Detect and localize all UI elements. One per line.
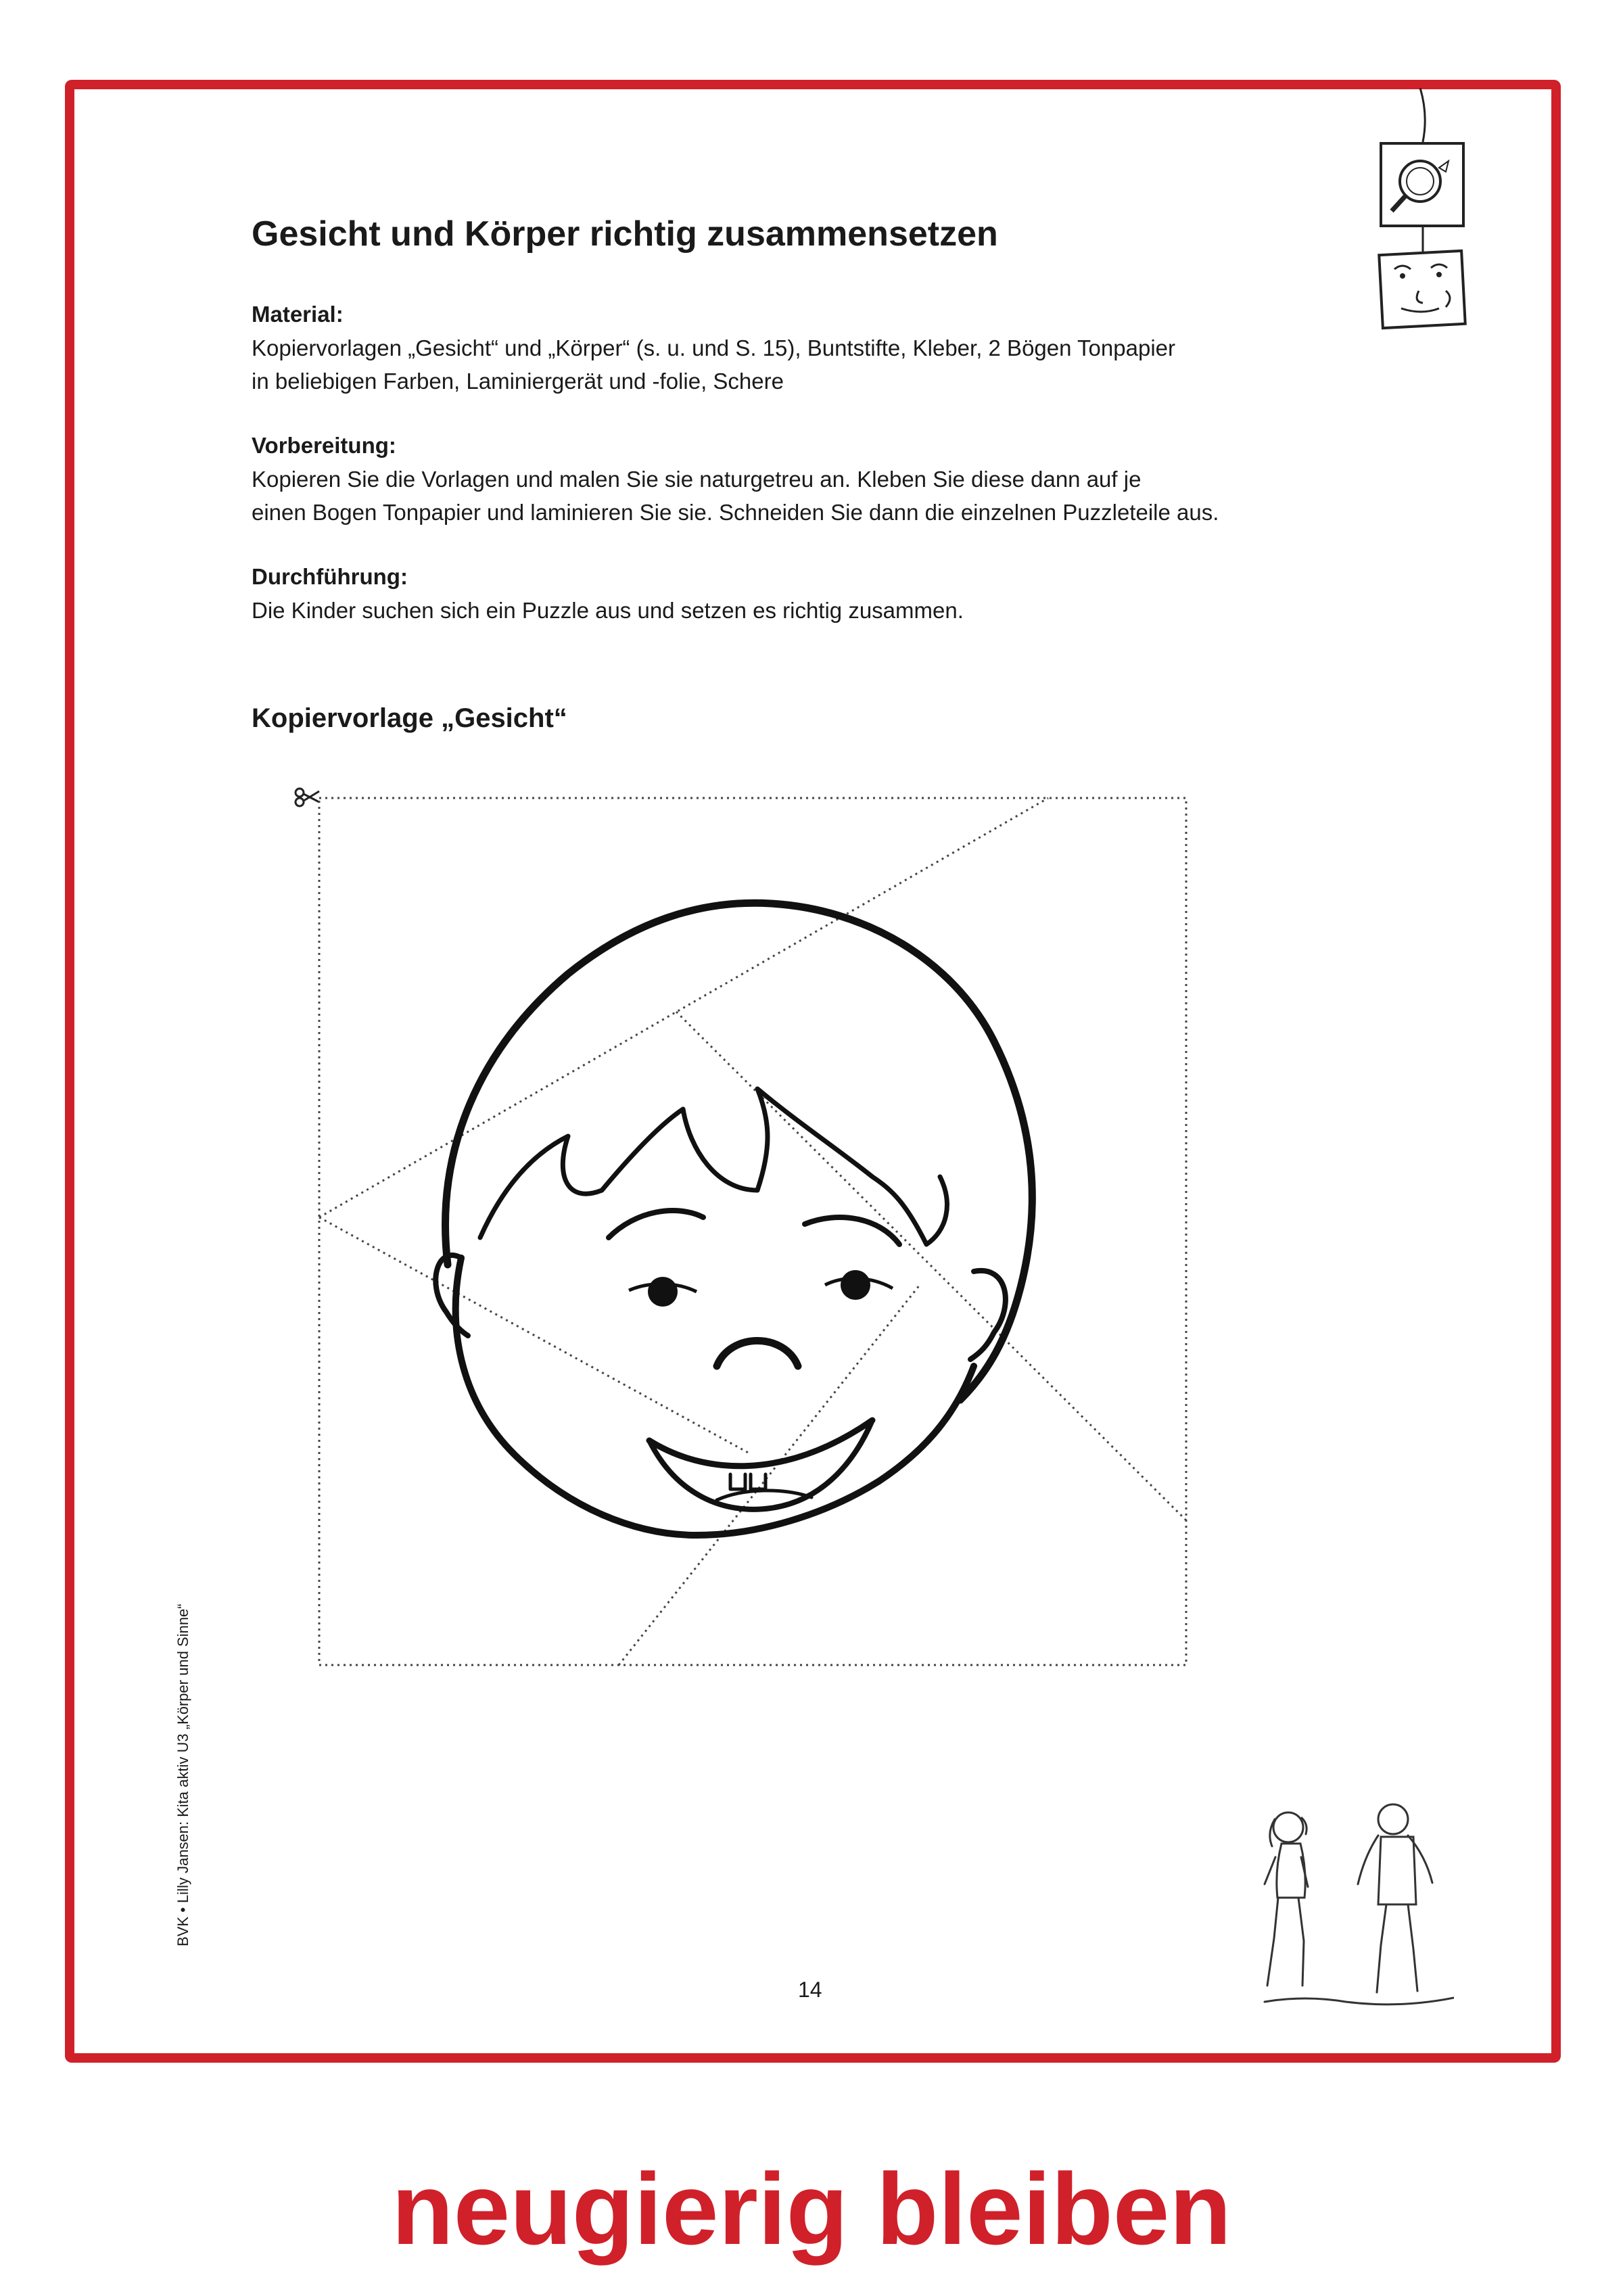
child-face-drawing [436, 903, 1032, 1535]
scissors-icon [296, 789, 319, 806]
page-title: Gesicht und Körper richtig zusammensetzen [252, 214, 998, 254]
material-line: Kopiervorlagen „Gesicht“ und „Körper“ (s. u. und S. 15), Buntstifte, Kleber, 2 Bögen Tonpapier [252, 335, 1175, 360]
side-credit: BVK • Lilly Jansen: Kita aktiv U3 „Körper und Sinne“ [174, 1603, 191, 1946]
material-text [252, 331, 1367, 398]
material-section [252, 302, 1401, 398]
cut-lines [319, 798, 1186, 1665]
durchfuehrung-text [252, 594, 1367, 627]
page-number: 14 [798, 1977, 822, 2002]
material-label: Material: [252, 302, 344, 327]
vorbereitung-line: Kopieren Sie die Vorlagen und malen Sie sie naturgetreu an. Kleben Sie diese dann auf je [252, 467, 1142, 492]
face-puzzle-template [284, 771, 1204, 1677]
magnifier-icon [1381, 143, 1463, 226]
copy-template-heading: Kopiervorlage „Gesicht“ [252, 703, 567, 733]
eyes [648, 1270, 870, 1307]
vorbereitung-section [252, 433, 1401, 529]
durchfuehrung-label: Durchführung: [252, 564, 408, 589]
durchfuehrung-section [252, 564, 1401, 627]
vorbereitung-text [252, 463, 1367, 529]
two-children-drawing [1251, 1792, 1454, 2015]
durchfuehrung-line: Die Kinder suchen sich ein Puzzle aus und setzen es richtig zusammen. [252, 598, 964, 623]
brand-slogan: neugierig bleiben [392, 2152, 1231, 2266]
vorbereitung-label: Vorbereitung: [252, 433, 396, 458]
vorbereitung-line: einen Bogen Tonpapier und laminieren Sie sie. Schneiden Sie dann die einzelnen Puzzleteile aus. [252, 500, 1219, 525]
material-line: in beliebigen Farben, Laminiergerät und -folie, Schere [252, 369, 784, 394]
